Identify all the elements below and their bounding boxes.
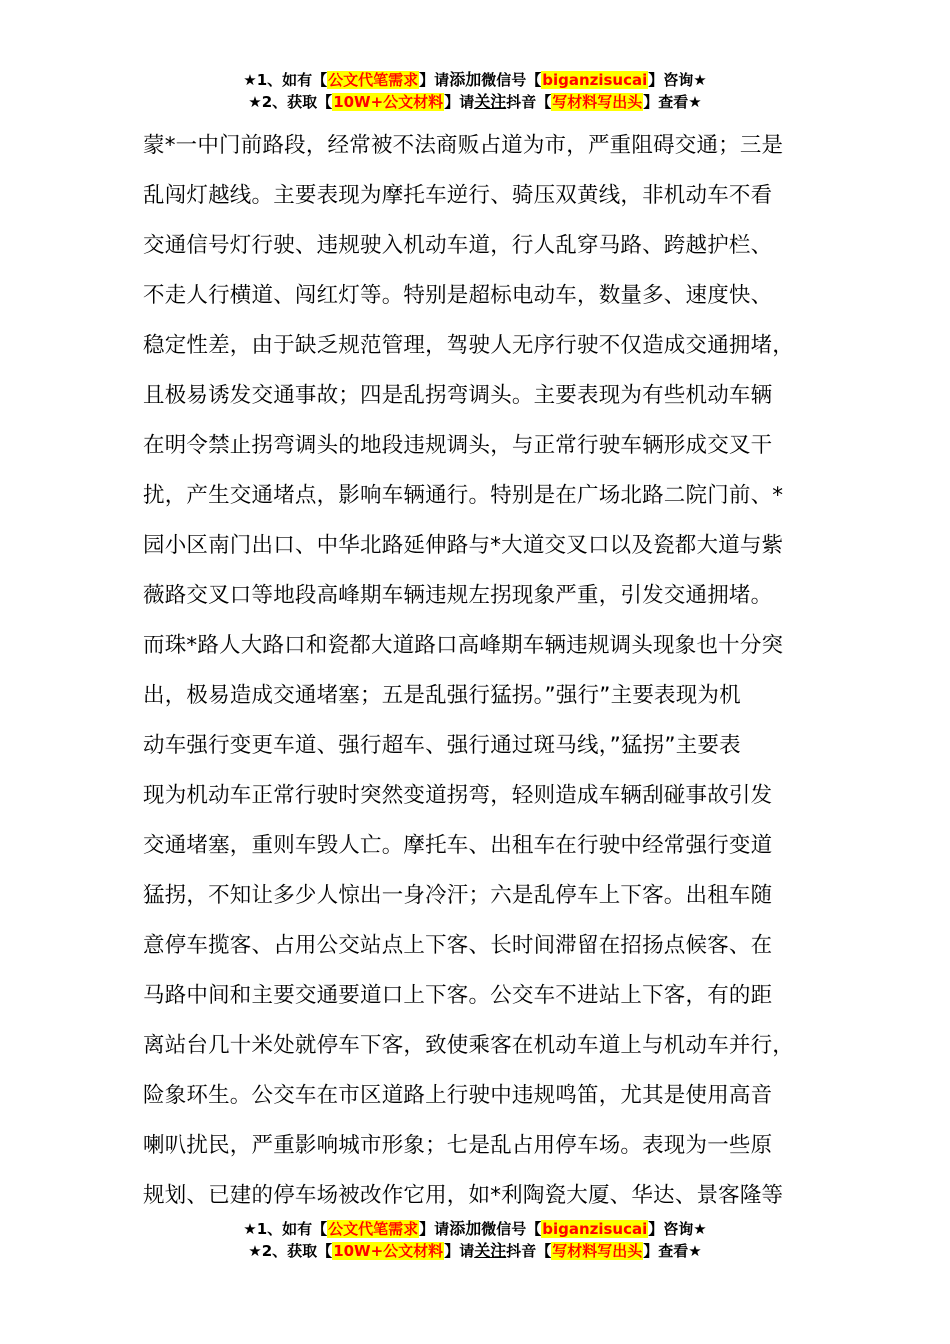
body-line: 在明令禁止拐弯调头的地段违规调头，与正常行驶车辆形成交叉干 — [143, 433, 773, 458]
body-line: 不走人行横道、闯红灯等。特别是超标电动车，数量多、速度快、 — [143, 283, 773, 308]
banner-highlight: 10W+公文材料 — [333, 93, 444, 111]
body-line: 园小区南门出口、中华北路延伸路与*大道交叉口以及瓷都大道与紫 — [143, 533, 784, 558]
body-line: 猛拐，不知让多少人惊出一身冷汗；六是乱停车上下客。出租车随 — [143, 883, 773, 908]
body-line: 马路中间和主要交通要道口上下客。公交车不进站上下客，有的距 — [143, 983, 773, 1008]
footer-banner — [0, 1219, 950, 1263]
banner-line-2 — [0, 1241, 950, 1263]
body-line: 出，极易造成交通堵塞；五是乱强行猛拐。”强行”主要表现为机 — [143, 683, 741, 708]
banner-highlight: biganzisucai — [542, 71, 648, 89]
body-line: 离站台几十米处就停车下客，致使乘客在机动车道上与机动车并行， — [143, 1033, 795, 1058]
banner-text: 】请 — [444, 1242, 475, 1260]
banner-text: 】请 — [419, 1220, 450, 1238]
body-line: 交通信号灯行驶、违规驶入机动车道，行人乱穿马路、跨越护栏、 — [143, 233, 773, 258]
body-line: 稳定性差，由于缺乏规范管理，驾驶人无序行驶不仅造成交通拥堵， — [143, 333, 795, 358]
banner-text: 】请 — [419, 71, 450, 89]
banner-highlight: biganzisucai — [542, 1220, 648, 1238]
banner-line-2 — [0, 92, 950, 114]
banner-text: ★2、获取【 — [248, 93, 333, 111]
banner-emphasis: 关注 — [474, 1241, 507, 1260]
body-line: 险象环生。公交车在市区道路上行驶中违规鸣笛，尤其是使用高音 — [143, 1083, 773, 1108]
banner-text: 微信号【 — [481, 71, 542, 89]
banner-line-1 — [0, 1219, 950, 1241]
banner-emphasis: 添加 — [449, 70, 482, 89]
banner-text: 抖音【 — [506, 93, 552, 111]
body-line: 交通堵塞，重则车毁人亡。摩托车、出租车在行驶中经常强行变道 — [143, 833, 773, 858]
banner-text: ★2、获取【 — [248, 1242, 333, 1260]
body-line: 蒙*一中门前路段，经常被不法商贩占道为市，严重阻碍交通；三是 — [143, 133, 784, 158]
banner-highlight: 写材料写出头 — [552, 93, 643, 111]
banner-highlight: 公文代笔需求 — [328, 1220, 419, 1238]
banner-text: 抖音【 — [506, 1242, 552, 1260]
banner-emphasis: 关注 — [474, 92, 507, 111]
body-line: 意停车揽客、占用公交站点上下客、长时间滞留在招扬点候客、在 — [143, 933, 773, 958]
banner-highlight: 写材料写出头 — [552, 1242, 643, 1260]
banner-highlight: 10W+公文材料 — [333, 1242, 444, 1260]
body-line: 现为机动车正常行驶时突然变道拐弯，轻则造成车辆刮碰事故引发 — [143, 783, 773, 808]
banner-text: 】查看★ — [643, 93, 702, 111]
body-line: 动车强行变更车道、强行超车、强行通过斑马线，”猛拐”主要表 — [143, 733, 741, 758]
body-line: 而珠*路人大路口和瓷都大道路口高峰期车辆违规调头现象也十分突 — [143, 633, 784, 658]
banner-text: ★1、如有【 — [243, 71, 328, 89]
document-body — [143, 121, 833, 1221]
body-line: 规划、已建的停车场被改作它用，如*利陶瓷大厦、华达、景客隆等 — [143, 1183, 784, 1208]
body-line: 薇路交叉口等地段高峰期车辆违规左拐现象严重，引发交通拥堵。 — [143, 583, 773, 608]
banner-text: ★1、如有【 — [243, 1220, 328, 1238]
body-line: 乱闯灯越线。主要表现为摩托车逆行、骑压双黄线，非机动车不看 — [143, 183, 773, 208]
body-line: 扰，产生交通堵点，影响车辆通行。特别是在广场北路二院门前、* — [143, 483, 784, 508]
banner-highlight: 公文代笔需求 — [328, 71, 419, 89]
banner-line-1 — [0, 70, 950, 92]
banner-text: 】咨询★ — [648, 1220, 707, 1238]
body-line: 且极易诱发交通事故；四是乱拐弯调头。主要表现为有些机动车辆 — [143, 383, 773, 408]
header-banner — [0, 70, 950, 114]
banner-text: 】查看★ — [643, 1242, 702, 1260]
banner-emphasis: 添加 — [449, 1219, 482, 1238]
body-line: 喇叭扰民，严重影响城市形象；七是乱占用停车场。表现为一些原 — [143, 1133, 773, 1158]
banner-text: 微信号【 — [481, 1220, 542, 1238]
banner-text: 】咨询★ — [648, 71, 707, 89]
banner-text: 】请 — [444, 93, 475, 111]
